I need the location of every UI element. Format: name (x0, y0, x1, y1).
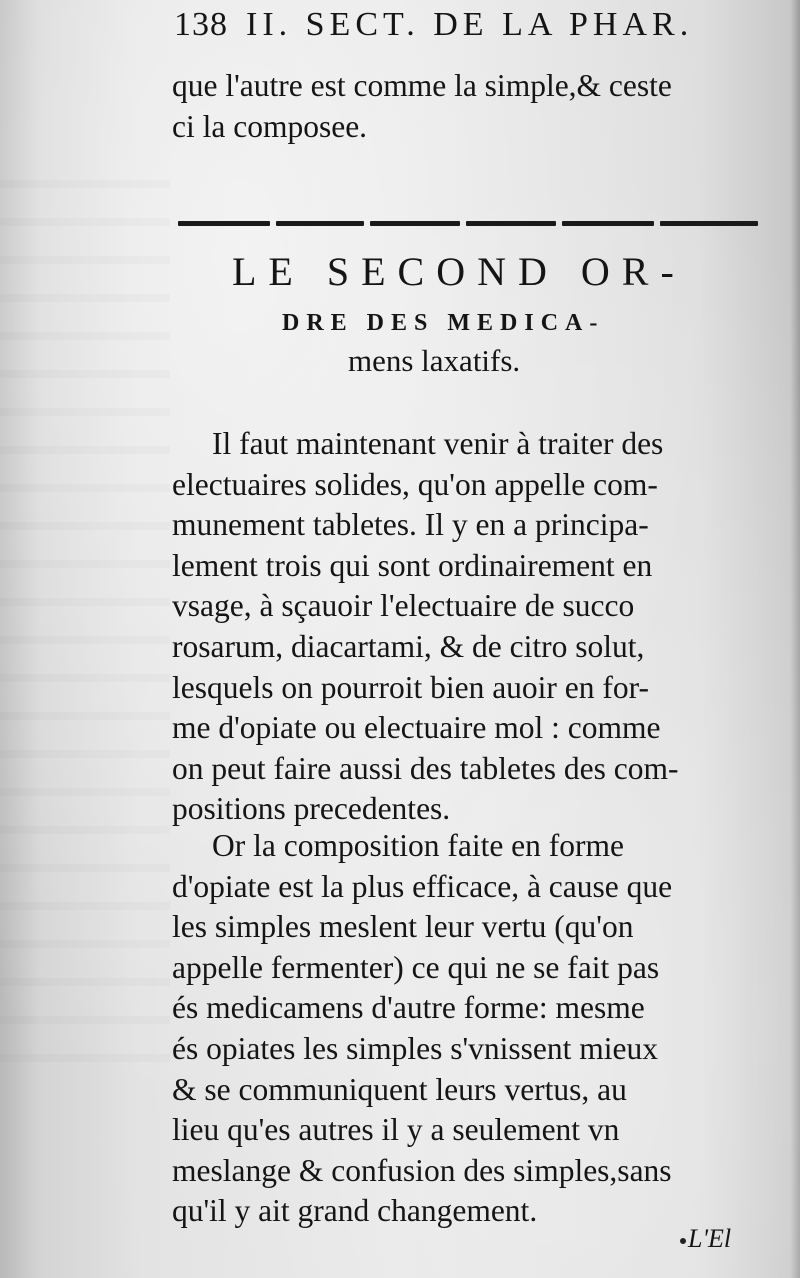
section-title-line-3: mens laxatifs. (348, 343, 521, 378)
paragraph-line: Il faut maintenant venir à traiter des (212, 426, 664, 461)
paragraph-line: rosarum, diacartami, & de citro solut, (172, 628, 645, 664)
paragraph-line: appelle fermenter) ce qui ne se fait pas (172, 949, 660, 985)
paragraph-2 (172, 826, 772, 1232)
paragraph-line: lement trois qui sont ordinairement en (172, 547, 653, 583)
paragraph-line: és opiates les simples s'vnissent mieux (172, 1030, 659, 1066)
paragraph-line: vsage, à sçauoir l'electuaire de succo (172, 588, 635, 624)
paragraph-line: és medicamens d'autre forme: mesme (172, 990, 645, 1026)
page-number: 138 (174, 6, 228, 43)
paragraph-line: on peut faire aussi des tabletes des com- (172, 750, 679, 786)
paragraph-line: & se communiquent leurs vertus, au (172, 1071, 627, 1107)
paragraph-line: qu'il y ait grand changement. (172, 1193, 538, 1229)
page-header (174, 6, 734, 56)
paragraph-line: d'opiate est la plus efficace, à cause que (172, 868, 673, 904)
ornamental-rule (178, 218, 758, 230)
intro-line: ci la composee. (172, 108, 368, 144)
catchword-mark (680, 1238, 686, 1244)
intro-text (172, 66, 772, 147)
paragraph-line: les simples meslent leur vertu (qu'on (172, 909, 634, 945)
paragraph-line: munement tabletes. Il y en a principa- (172, 507, 649, 543)
paragraph-line: meslange & confusion des simples,sans (172, 1152, 672, 1188)
section-title-line-1: LE SECOND OR- (232, 249, 686, 294)
paragraph-line: lesquels on pourroit bien auoir en for- (172, 669, 649, 705)
intro-line: que l'autre est comme la simple,& ceste (172, 68, 672, 103)
paragraph-line: Or la composition faite en forme (212, 828, 624, 863)
running-title: II. SECT. DE LA PHAR. (246, 6, 694, 43)
paragraph-line: electuaires solides, qu'on appelle com- (172, 466, 658, 502)
paragraph-line: me d'opiate ou electuaire mol : comme (172, 710, 661, 746)
show-through-text (0, 180, 170, 1080)
section-title-line-2: DRE DES MEDICA- (282, 310, 605, 336)
catchword: L'El (688, 1224, 732, 1253)
paragraph-1 (172, 424, 772, 830)
paragraph-line: positions precedentes. (172, 791, 451, 827)
paragraph-line: lieu qu'es autres il y a seulement vn (172, 1112, 620, 1148)
